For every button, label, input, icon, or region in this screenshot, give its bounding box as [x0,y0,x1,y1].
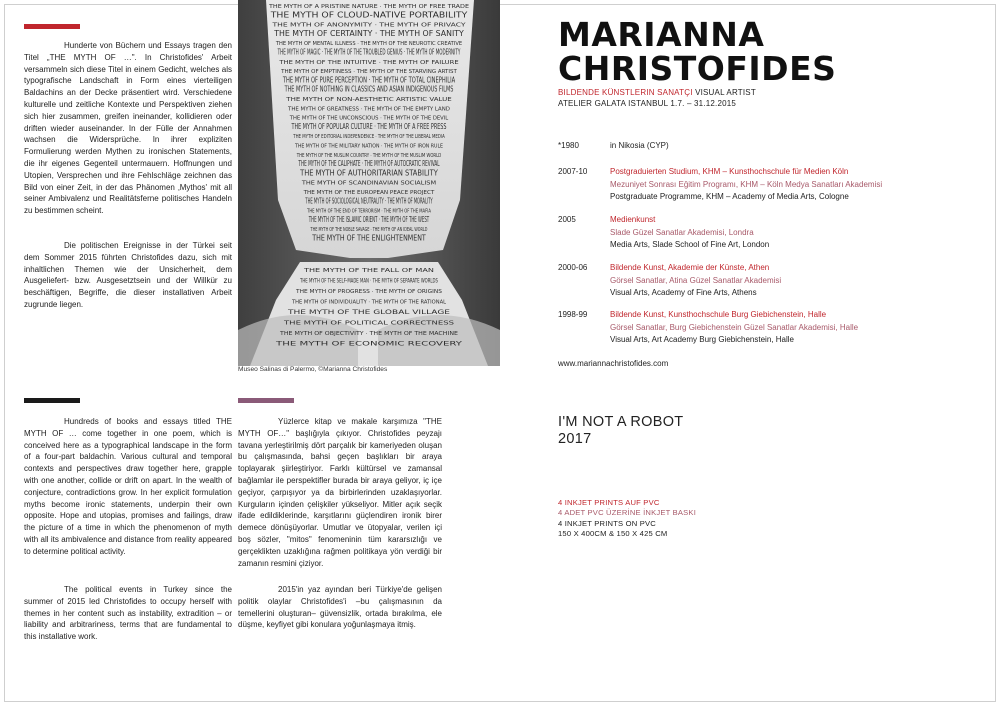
turkish-paragraph-2: 2015'in yaz ayından beri Türkiye'de gelişen politik olaylar Christofides'i –bu çalışmasının da temellerini oluşturan– güvensizlik, ortada bırakılma, ele düşme, keyfiyet gibi konulara yoğunlaşmaya itmiş. [238,585,442,630]
spec-german: 4 INKJET PRINTS AUF PVC [558,498,660,507]
myth-line: THE MYTH OF THE ISLAMIC ORIENT · THE MYTH OF THE WEST [308,213,430,224]
education-year: 2005 [558,215,576,224]
artist-name-line-1: MARIANNA [558,15,765,54]
education-row [558,262,978,302]
myth-line: THE MYTH OF AUTHORITARIAN STABILITY [299,167,439,178]
installation-photo-svg [238,0,500,366]
myth-line: THE MYTH OF PROGRESS · THE MYTH OF ORIGINS [296,290,416,295]
myth-line: THE MYTH OF A PRISTINE NATURE · THE MYTH OF FREE TRADE [267,4,469,10]
artist-role-red: BILDENDE KÜNSTLERIN SANATÇI [558,88,693,97]
education-year: 2000-06 [558,263,588,272]
spec-turkish: 4 ADET PVC ÜZERİNE İNKJET BASKI [558,508,697,518]
myth-line: THE MYTH OF NOTHING IN CLASSICS AND ASIAN INDIGENOUS FILMS [283,83,454,94]
myth-line: THE MYTH OF THE MUSLIM COUNTRY · THE MYTH OF THE MUSLIM WORLD [295,152,442,159]
work-title: I'M NOT A ROBOT [558,414,684,430]
myth-line: THE MYTH OF NON-AESTHETIC ARTISTIC VALUE [284,97,452,103]
myth-line: THE MYTH OF THE FALL OF MAN [304,269,381,274]
birth-place: in Nikosia (CYP) [610,141,669,150]
myth-line: THE MYTH OF THE SELF-MADE MAN · THE MYTH OF SEPARATE WORLDS [299,276,438,285]
turkish-paragraph-1: Yüzlerce kitap ve makale karşımıza "THE MYTH OF…" başlığıyla çıkıyor. Christofides peyzajı tavana yerleştirilmiş dört parçalık bir kameriyeden oluşan bu çalışmasında, bahsi geçen başlıkları bir araya toplayarak şiirleştiriyor. Farklı kültürsel ve zamansal bağlamlar ile perspektifler burada bir araya geliyor, iç içe geçiyor, çarpışıyor ya da birbirlerinden uzaklaşıyorlar. Kurguların içinden çelişkiler yükseliyor. Mitler açık seçik ifade edildiklerinde, karşıtlarını güçlendiren ironik birer demece dönüşüyorlar. Umutlar ve ütopyalar, verilen içi boş sözler, "mitos" fenomeninin tüm kararsızlığı ve gerçeklikten uzaklığına rağmen politikaya yön verdiği bir zamanın resmini çiziyor. [238,417,442,568]
education-de: Postgraduierten Studium, KHM – Kunsthochschule für Medien Köln [610,167,849,176]
birth-year: *1980 [558,141,579,150]
myth-line: THE MYTH OF SCANDINAVIAN SOCIALISM [300,180,437,187]
education-details [610,262,980,300]
education-tr: Görsel Sanatlar, Atina Güzel Sanatlar Akademisi [610,275,782,285]
education-de: Bildende Kunst, Akademie der Künste, Athen [610,263,770,272]
education-en: Postgraduate Programme, KHM – Academy of Media Arts, Cologne [610,192,849,201]
myth-line: THE MYTH OF THE MILITARY NATION · THE MYTH OF IRON RULE [294,143,444,150]
education-tr: Mezuniyet Sonrası Eğitim Programı, KHM – Köln Medya Sanatları Akademisi [610,179,883,189]
myth-text-bottom [274,268,462,348]
work-year: 2017 [558,431,592,447]
english-paragraph-2: The political events in Turkey since the summer of 2015 led Christofides to occupy herself with themes in her content such as instability, extradition – or liability and arbitrariness, terms that are fundamental to this installative work. [24,585,232,642]
education-de: Medienkunst [610,215,656,224]
education-en: Visual Arts, Academy of Fine Arts, Athens [610,288,757,297]
myth-line: THE MYTH OF THE ENLIGHTENMENT [311,232,427,243]
myth-line: THE MYTH OF THE END OF TERRORISM · THE MYTH OF THE MAFIA [306,208,432,215]
myth-line: THE MYTH OF OBJECTIVITY · THE MYTH OF THE MACHINE [280,332,417,337]
myth-line: THE MYTH OF THE CALIPHATE · THE MYTH OF AUTOCRATIC REVIVAL [297,158,440,169]
education-year: 1998-99 [558,310,588,319]
education-row [558,166,978,206]
myth-line: THE MYTH OF MENTAL ILLNESS · THE MYTH OF THE NEUROTIC CREATIVE [274,41,463,48]
artist-role [558,88,756,97]
myth-line: THE MYTH OF ECONOMIC RECOVERY [274,339,463,348]
education-row [558,214,978,254]
spec-english: 4 INKJET PRINTS ON PVC [558,518,656,528]
myth-line: THE MYTH OF POLITICAL CORRECTNESS [284,321,381,327]
education-en: Media Arts, Slade School of Fine Art, London [610,240,770,249]
german-paragraph-2: Die politischen Ereignisse in der Türkei seit dem Sommer 2015 führten Christofides dazu, sich mit inhaltlichen Themen wie der Unsicherheit, dem Ausgeliefert- bzw. Ausgesetztsein und der Willkür zu beschäftigen, Begriffe, die dieser installativen Arbeit zugrunde liegen. [24,241,232,309]
myth-line: THE MYTH OF THE EUROPEAN PEACE PROJECT [302,190,436,196]
education-details [610,309,980,347]
artist-name [558,15,837,88]
myth-line: THE MYTH OF ANONYMITY · THE MYTH OF PRIVACY [270,22,467,29]
myth-line: THE MYTH OF THE NOBLE SAVAGE · THE MYTH OF AN IDEAL WORLD [309,227,428,234]
education-row [558,309,978,349]
black-rule [24,398,80,403]
spec-dimensions: 150 X 400CM & 150 X 425 CM [558,529,668,539]
myth-line: THE MYTH OF CLOUD-NATIVE PORTABILITY [269,9,469,20]
myth-line: THE MYTH OF GREATNESS · THE MYTH OF THE EMPTY LAND [286,106,450,113]
myth-line: THE MYTH OF EMPTINESS · THE MYTH OF THE STARVING ARTIST [280,69,458,76]
myth-line: THE MYTH OF THE GLOBAL VILLAGE [286,308,450,316]
mauve-rule [238,398,294,403]
website-link[interactable]: www.mariannachristofides.com [558,359,669,368]
work-title-block [558,414,683,448]
myth-line: THE MYTH OF POPULAR CULTURE · THE MYTH OF A FREE PRESS [290,120,447,131]
work-specs [558,498,696,540]
exhibition-info: ATELIER GALATA ISTANBUL 1.7. – 31.12.2015 [558,99,737,108]
myth-line: THE MYTH OF SOCIOLOGICAL NEUTRALITY · THE MYTH OF MORALITY [304,195,434,206]
education-tr: Görsel Sanatlar, Burg Giebichenstein Güzel Sanatlar Akademisi, Halle [610,322,859,332]
english-paragraph-1: Hundreds of books and essays titled THE MYTH OF … come together in one poem, which is conceived here as a typographical landscape in the form of a four-part baldachin. Various cultural and temporal contexts and perspectives draw together here, grapple with one another, collide or drift on apart. In the wealth of conjecture, contradictions grow. In her explicit formulation myths become ironic statements, underpin their own opposite. Hope and utopias, promises and failings, draw the picture of a time in which the phenomenon of myth with all its ambivalence and distance from reality appeared to determine political activity. [24,417,232,556]
education-tr: Slade Güzel Sanatlar Akademisi, Londra [610,227,754,237]
artist-role-dark: VISUAL ARTIST [695,88,756,97]
artist-name-line-2: CHRISTOFIDES [558,49,837,88]
myth-line: THE MYTH OF MAGIC · THE MYTH OF THE TROUBLED GENIUS · THE MYTH OF MODERNITY [277,46,461,57]
education-details [610,166,980,204]
myth-line: THE MYTH OF EDITORIAL INDEPENDENCE · THE MYTH OF THE LIBERAL MEDIA [292,134,446,141]
education-de: Bildende Kunst, Kunsthochschule Burg Giebichenstein, Halle [610,310,827,319]
red-rule [24,24,80,29]
education-year: 2007-10 [558,167,588,176]
myth-line: THE MYTH OF THE UNCONSCIOUS · THE MYTH OF THE DEVIL [288,115,449,122]
myth-line: THE MYTH OF PURE PERCEPTION · THE MYTH OF TOTAL CINEPHILIA [282,74,456,85]
myth-line: THE MYTH OF CERTAINTY · THE MYTH OF SANITY [273,27,465,38]
education-details [610,214,980,252]
myth-line: THE MYTH OF THE INTUITIVE · THE MYTH OF FAILURE [278,59,459,66]
myth-line: THE MYTH OF INDIVIDUALITY · THE MYTH OF THE RATIONAL [292,300,436,306]
education-en: Visual Arts, Art Academy Burg Giebichenstein, Halle [610,335,794,344]
photo-caption: Museo Salinas di Palermo, ©Marianna Christofides [238,366,388,373]
installation-photo [238,0,500,366]
german-paragraph-1: Hunderte von Büchern und Essays tragen den Titel „THE MYTH OF …". In Christofides' Arbeit versammeln sich diese Titel in einem Gedicht, welches als typografische Landschaft in Form eines vierteiligen Baldachins an der Decke präsentiert wird. Verschiedene kulturelle und zeitliche Kontexte und Perspektiven ziehen sich hier zusammen, greifen ineinander, kollidieren oder driften wieder auseinander. In der Fülle der Annahmen wachsen die Widersprüche. In ihrer expliziten Formulierung werden Mythen zu ironischen Statements, die ihr eigenes Gegenteil untermauern. Hoffnungen und Utopien, Versprechen und ihre Fehlschläge zeichnen das Bild von einer Zeit, in der das Phänomen ‚Mythos' mit all seiner Ambivalenz und Realitätsferne politisches Handeln zu bestimmen scheint. [24,41,232,216]
birth-row [558,140,978,153]
